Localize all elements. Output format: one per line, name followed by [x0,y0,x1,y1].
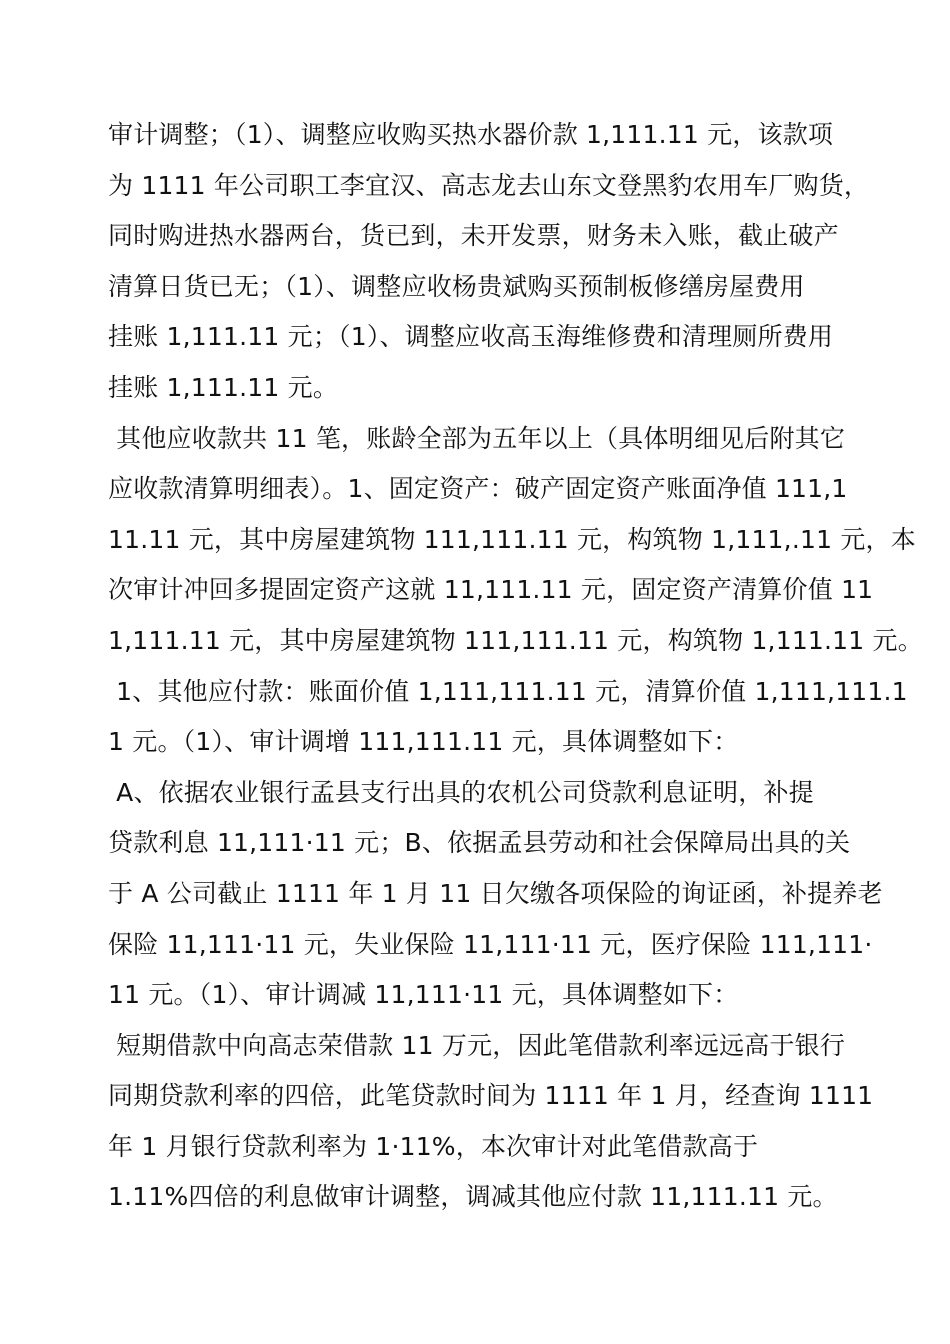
text-line: 挂账 1,111.11 元；（1）、调整应收高玉海维修费和清理厕所费用 [108,322,834,352]
text-line: 其他应收款共 11 笔，账龄全部为五年以上（具体明细见后附其它 [108,423,846,453]
text-line: 于 A 公司截止 1111 年 1 月 11 日欠缴各项保险的询证函，补提养老 [108,878,883,908]
text-line: 为 1111 年公司职工李宜汉、高志龙去山东文登黑豹农用车厂购货， [108,170,870,200]
text-line: 1 元。（1）、审计调增 111,111.11 元，具体调整如下： [108,727,739,757]
text-line: 11.11 元，其中房屋建筑物 111,111.11 元，构筑物 1,111,.11 元，本 [108,524,916,554]
text-line: 清算日货已无；（1）、调整应收杨贵斌购买预制板修缮房屋费用 [108,271,805,301]
text-line: 挂账 1,111.11 元。 [108,372,339,402]
text-line: 保险 11,111·11 元，失业保险 11,111·11 元，医疗保险 111,111· [108,929,873,959]
text-line: 同期贷款利率的四倍，此笔贷款时间为 1111 年 1 月，经查询 1111 [108,1081,874,1111]
text-line: 应收款清算明细表）。1、固定资产：破产固定资产账面净值 111,1 [108,474,848,504]
text-line: 1.11%四倍的利息做审计调整，调减其他应付款 11,111.11 元。 [108,1182,838,1212]
text-line: 同时购进热水器两台，货已到，未开发票，财务未入账，截止破产 [108,221,839,251]
document-body [108,110,923,1223]
text-line: A、依据农业银行孟县支行出具的农机公司贷款利息证明，补提 [108,777,814,807]
text-line: 短期借款中向高志荣借款 11 万元，因此笔借款利率远远高于银行 [108,1030,846,1060]
text-line: 年 1 月银行贷款利率为 1·11%，本次审计对此笔借款高于 [108,1131,759,1161]
text-line: 1,111.11 元，其中房屋建筑物 111,111.11 元，构筑物 1,111.11 元。 [108,625,923,655]
text-line: 审计调整；（1）、调整应收购买热水器价款 1,111.11 元，该款项 [108,120,834,149]
text-line: 11 元。（1）、审计调减 11,111·11 元，具体调整如下： [108,980,739,1010]
text-line: 1、其他应付款：账面价值 1,111,111.11 元，清算价值 1,111,111.1 [108,676,908,706]
text-line: 贷款利息 11,111·11 元；B、依据孟县劳动和社会保障局出具的关 [108,828,851,858]
text-line: 次审计冲回多提固定资产这就 11,111.11 元，固定资产清算价值 11 [108,575,874,605]
